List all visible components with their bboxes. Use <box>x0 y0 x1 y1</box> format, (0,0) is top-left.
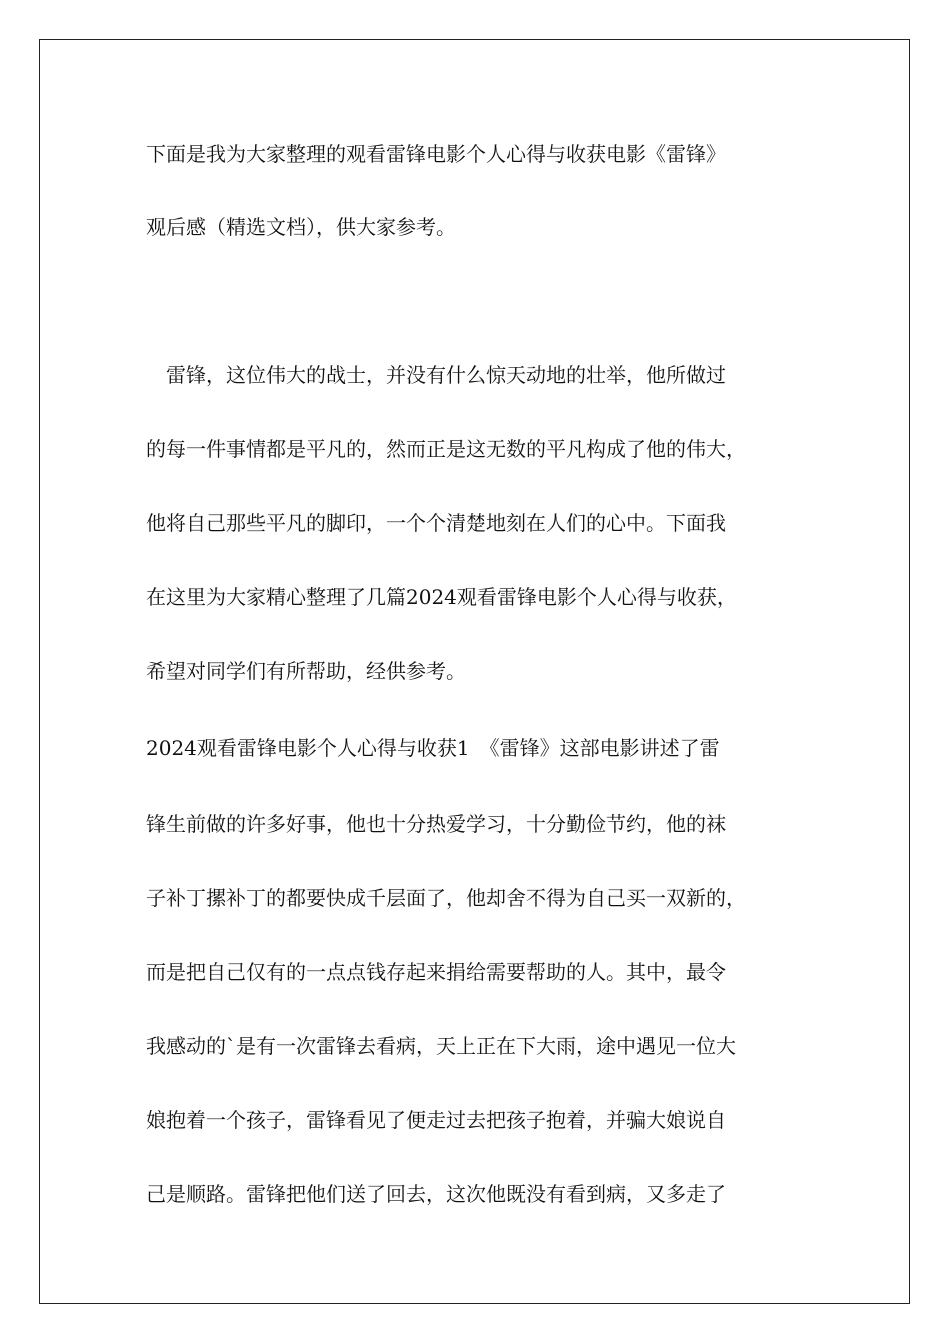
body-line-4: 在这里为大家精心整理了几篇2024观看雷锋电影个人心得与收获， <box>146 585 737 609</box>
body-line-12: 己是顺路。雷锋把他们送了回去，这次他既没有看到病，又多走了 <box>146 1182 726 1206</box>
body-line-8: 子补丁摞补丁的都要快成千层面了，他却舍不得为自己买一双新的， <box>146 886 746 910</box>
body-line-5: 希望对同学们有所帮助，经供参考。 <box>146 659 466 683</box>
intro-line-2: 观后感（精选文档），供大家参考。 <box>146 215 456 239</box>
body-line-1: 雷锋，这位伟大的战士，并没有什么惊天动地的壮举，他所做过 <box>146 363 726 387</box>
body-line-9: 而是把自己仅有的一点点钱存起来捐给需要帮助的人。其中，最令 <box>146 960 726 984</box>
intro-line-1: 下面是我为大家整理的观看雷锋电影个人心得与收获电影《雷锋》 <box>146 142 726 166</box>
section-heading-line: 2024观看雷锋电影个人心得与收获1 《雷锋》这部电影讲述了雷 <box>146 736 720 760</box>
body-line-10: 我感动的`是有一次雷锋去看病，天上正在下大雨，途中遇见一位大 <box>146 1034 736 1058</box>
body-line-7: 锋生前做的许多好事，他也十分热爱学习，十分勤俭节约，他的袜 <box>146 812 726 836</box>
body-line-11: 娘抱着一个孩子，雷锋看见了便走过去把孩子抱着，并骗大娘说自 <box>146 1108 726 1132</box>
body-line-3: 他将自己那些平凡的脚印，一个个清楚地刻在人们的心中。下面我 <box>146 511 726 535</box>
body-line-2: 的每一件事情都是平凡的，然而正是这无数的平凡构成了他的伟大， <box>146 437 746 461</box>
